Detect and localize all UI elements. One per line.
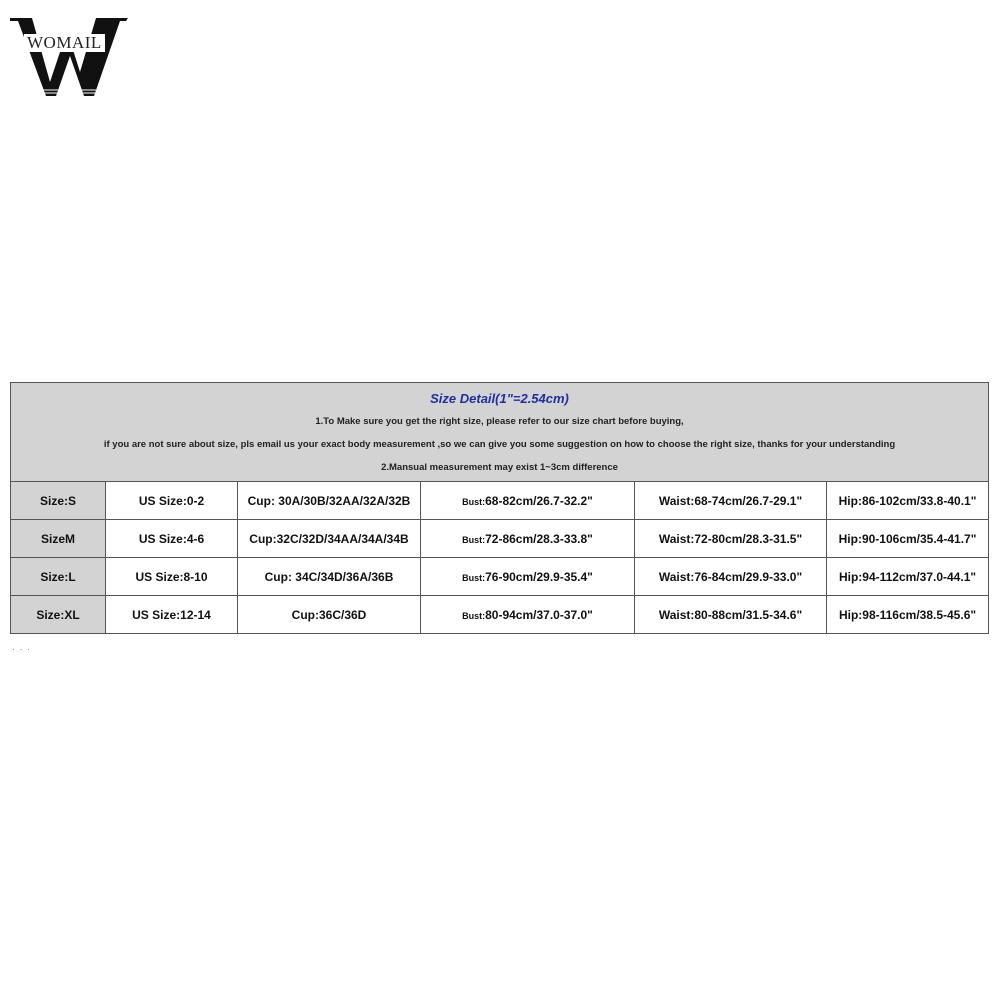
size-chart-note-2: if you are not sure about size, pls email us your exact body measurement ,so we can give you some suggestion on how to choose the right size, thanks for your understanding	[103, 439, 896, 450]
size-chart-header-row	[11, 383, 989, 482]
waist-cell: Waist:80-88cm/31.5-34.6"	[635, 596, 827, 634]
size-chart-title: Size Detail(1"=2.54cm)	[430, 391, 569, 406]
size-chart-table	[10, 382, 989, 634]
brand-logo	[10, 12, 128, 98]
table-row	[11, 520, 989, 558]
bust-label: Bust:	[462, 496, 486, 507]
us-size-cell: US Size:0-2	[106, 482, 238, 520]
size-cell: SizeM	[11, 520, 106, 558]
us-size-cell: US Size:12-14	[106, 596, 238, 634]
us-size-cell: US Size:8-10	[106, 558, 238, 596]
us-size-cell: US Size:4-6	[106, 520, 238, 558]
waist-cell: Waist:76-84cm/29.9-33.0"	[635, 558, 827, 596]
bust-label: Bust:	[462, 534, 486, 545]
waist-cell: Waist:72-80cm/28.3-31.5"	[635, 520, 827, 558]
cup-cell: Cup: 34C/34D/36A/36B	[238, 558, 421, 596]
bust-cell	[421, 596, 635, 634]
cup-cell: Cup:36C/36D	[238, 596, 421, 634]
hip-cell: Hip:94-112cm/37.0-44.1"	[827, 558, 989, 596]
cup-cell: Cup:32C/32D/34AA/34A/34B	[238, 520, 421, 558]
trailing-marks: · · ·	[12, 644, 31, 654]
bust-value: 80-94cm/37.0-37.0"	[485, 607, 593, 622]
hip-cell: Hip:90-106cm/35.4-41.7"	[827, 520, 989, 558]
bust-value: 76-90cm/29.9-35.4"	[485, 569, 593, 584]
bust-label: Bust:	[462, 572, 486, 583]
table-row	[11, 482, 989, 520]
bust-label: Bust:	[462, 610, 486, 621]
bust-value: 72-86cm/28.3-33.8"	[485, 531, 593, 546]
logo-w-mark-icon	[10, 12, 128, 98]
bust-cell	[421, 558, 635, 596]
table-row	[11, 558, 989, 596]
size-chart-header	[11, 383, 989, 482]
table-row	[11, 596, 989, 634]
bust-cell	[421, 482, 635, 520]
size-chart-note-1: 1.To Make sure you get the right size, please refer to our size chart before buying,	[315, 416, 684, 427]
size-chart-note-3: 2.Mansual measurement may exist 1~3cm difference	[381, 462, 618, 473]
bust-value: 68-82cm/26.7-32.2"	[485, 493, 593, 508]
size-cell: Size:XL	[11, 596, 106, 634]
size-cell: Size:S	[11, 482, 106, 520]
hip-cell: Hip:86-102cm/33.8-40.1"	[827, 482, 989, 520]
hip-cell: Hip:98-116cm/38.5-45.6"	[827, 596, 989, 634]
size-chart	[10, 382, 988, 634]
bust-cell	[421, 520, 635, 558]
size-cell: Size:L	[11, 558, 106, 596]
cup-cell: Cup: 30A/30B/32AA/32A/32B	[238, 482, 421, 520]
waist-cell: Waist:68-74cm/26.7-29.1"	[635, 482, 827, 520]
logo-wordmark: WOMAIL	[24, 34, 105, 52]
